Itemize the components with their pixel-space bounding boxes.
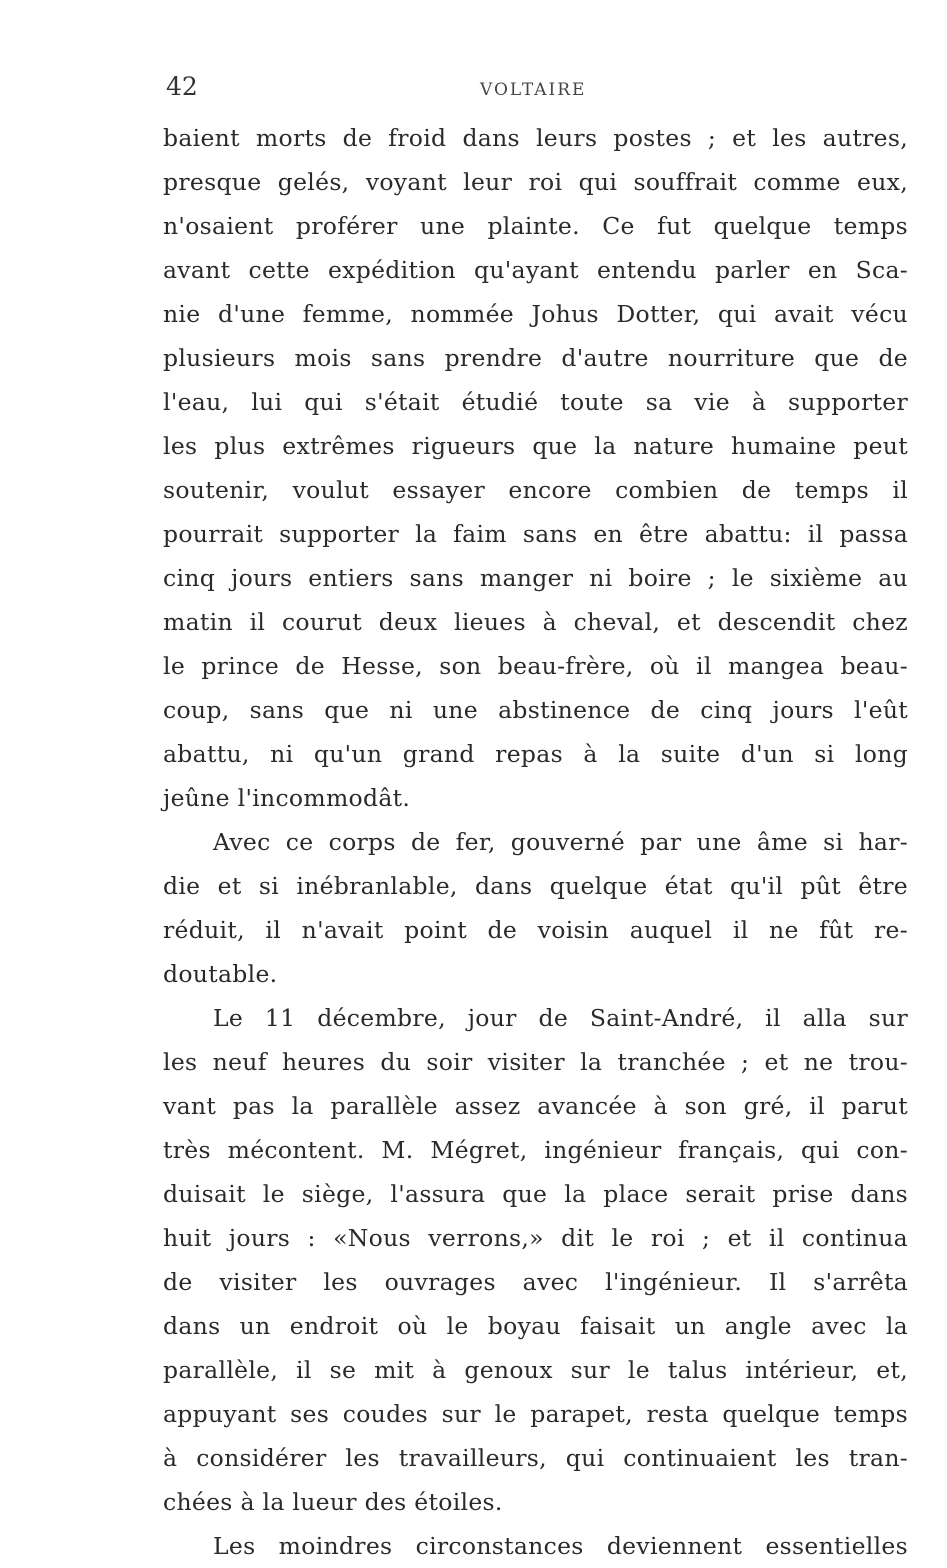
text-line: avant cette expédition qu'ayant entendu parler en Sca- [163,256,908,284]
body-text [163,116,908,1568]
text-line: duisait le siège, l'assura que la place serait prise dans [163,1180,908,1208]
text-line: le prince de Hesse, son beau-frère, où il mangea beau- [163,652,908,680]
text-line: nie d'une femme, nommée Johus Dotter, qui avait vécu [163,300,908,328]
text-line: chées à la lueur des étoiles. [163,1488,503,1516]
text-line: très mécontent. M. Mégret, ingénieur français, qui con- [163,1136,908,1164]
text-line: pourrait supporter la faim sans en être abattu: il passa [163,520,908,548]
text-line: n'osaient proférer une plainte. Ce fut quelque temps [163,212,908,240]
text-line: plusieurs mois sans prendre d'autre nourriture que de [163,344,908,372]
text-line: baient morts de froid dans leurs postes ; et les autres, [163,124,908,152]
text-line: Les moindres circonstances deviennent essentielles [213,1532,908,1560]
text-line: doutable. [163,960,278,988]
text-line: soutenir, voulut essayer encore combien de temps il [163,476,908,504]
text-line: presque gelés, voyant leur roi qui souffrait comme eux, [163,168,908,196]
text-line: appuyant ses coudes sur le parapet, resta quelque temps [163,1400,908,1428]
text-line: Le 11 décembre, jour de Saint-André, il alla sur [213,1004,908,1032]
text-line: les plus extrêmes rigueurs que la nature humaine peut [163,432,908,460]
text-line: abattu, ni qu'un grand repas à la suite d'un si long [163,740,908,768]
text-line: jeûne l'incommodât. [163,784,411,812]
text-line: réduit, il n'avait point de voisin auquel il ne fût re- [163,916,908,944]
text-line: à considérer les travailleurs, qui continuaient les tran- [163,1444,908,1472]
text-line: vant pas la parallèle assez avancée à son gré, il parut [163,1092,908,1120]
text-line: die et si inébranlable, dans quelque état qu'il pût être [163,872,908,900]
text-line: Avec ce corps de fer, gouverné par une âme si har- [213,828,908,856]
text-line: parallèle, il se mit à genoux sur le talus intérieur, et, [163,1356,908,1384]
running-title: VOLTAIRE [480,80,587,100]
text-line: les neuf heures du soir visiter la tranchée ; et ne trou- [163,1048,908,1076]
text-line: dans un endroit où le boyau faisait un angle avec la [163,1312,908,1340]
page-number: 42 [166,72,198,101]
text-line: cinq jours entiers sans manger ni boire ; le sixième au [163,564,908,592]
text-line: huit jours : «Nous verrons,» dit le roi ; et il continua [163,1224,908,1252]
text-line: coup, sans que ni une abstinence de cinq jours l'eût [163,696,908,724]
text-line: matin il courut deux lieues à cheval, et descendit chez [163,608,908,636]
text-line: de visiter les ouvrages avec l'ingénieur. Il s'arrêta [163,1268,908,1296]
text-line: l'eau, lui qui s'était étudié toute sa vie à supporter [163,388,908,416]
